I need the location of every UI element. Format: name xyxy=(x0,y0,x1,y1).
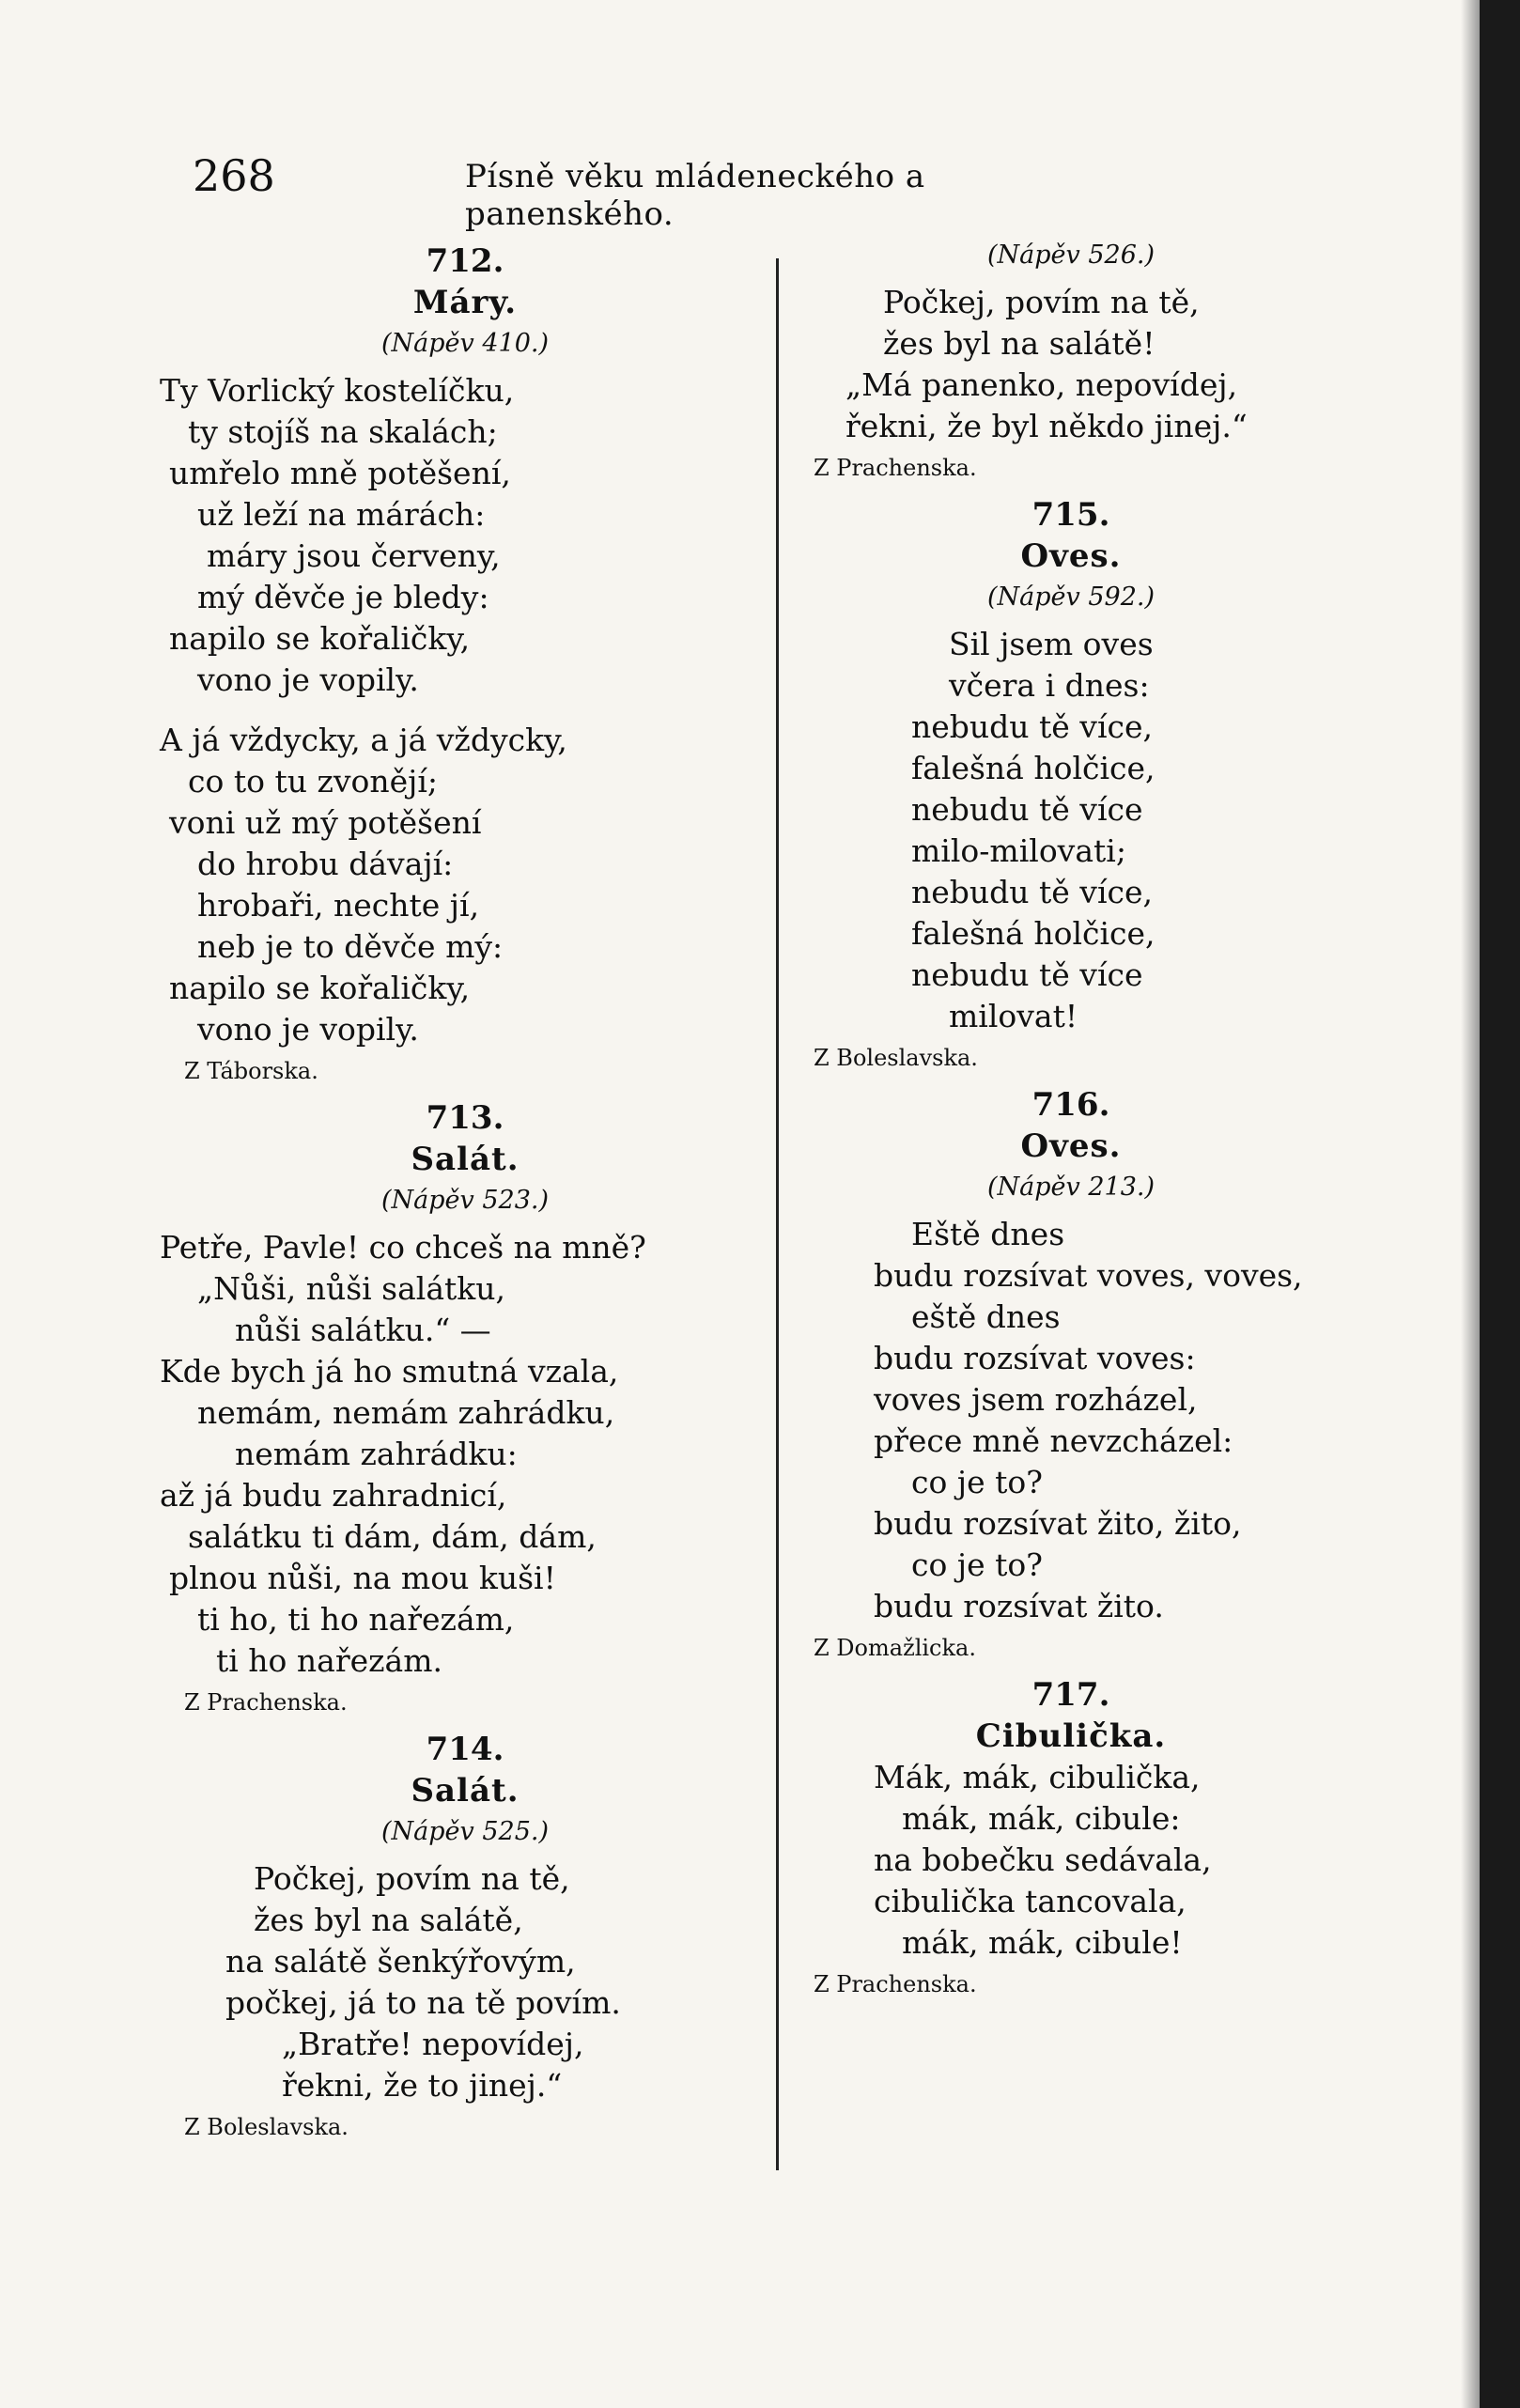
verse-line: na bobečku sedávala, xyxy=(874,1841,1212,1878)
verse-line: falešná holčice, xyxy=(911,750,1156,786)
verse-line: falešná holčice, xyxy=(911,915,1156,952)
verse-line: budu rozsívat žito, žito, xyxy=(874,1505,1242,1542)
song-title: Salát. xyxy=(411,1772,520,1810)
song-number: 716. xyxy=(1031,1086,1110,1124)
stanza xyxy=(789,624,1353,1037)
stanza xyxy=(789,282,1353,447)
melody-reference: (Nápěv 410.) xyxy=(380,329,549,358)
stanza xyxy=(160,1227,770,1682)
verse-line: řekni, že to jinej.“ xyxy=(282,2067,563,2104)
verse-line: plnou nůši, na mou kuši! xyxy=(169,1560,556,1596)
verse-line: Kde bych já ho smutná vzala, xyxy=(160,1353,619,1390)
verse-line: budu rozsívat voves, voves, xyxy=(874,1257,1303,1294)
verse-line: nemám zahrádku: xyxy=(235,1436,518,1472)
song-number: 717. xyxy=(1031,1676,1110,1714)
verse-line: do hrobu dávají: xyxy=(197,846,454,882)
song-origin: Z Domažlicka. xyxy=(814,1635,976,1661)
verse-line: žes byl na salátě! xyxy=(883,325,1156,362)
verse-line: milovat! xyxy=(949,998,1078,1034)
verse-line: vono je vopily. xyxy=(197,1011,419,1048)
song-origin: Z Boleslavska. xyxy=(184,2114,349,2140)
verse-line: nůši salátku.“ — xyxy=(235,1312,491,1348)
song-origin: Z Táborska. xyxy=(184,1058,318,1084)
verse-line: máry jsou červeny, xyxy=(207,537,501,574)
verse-line: „Bratře! nepovídej, xyxy=(282,2026,584,2062)
verse-line: umřelo mně potěšení, xyxy=(169,455,511,491)
verse-line: přece mně nevzcházel: xyxy=(874,1422,1233,1459)
verse-line: vono je vopily. xyxy=(197,661,419,698)
right-column xyxy=(789,235,1353,2005)
melody-reference: (Nápěv 525.) xyxy=(380,1817,549,1846)
verse-line: na salátě šenkýřovým, xyxy=(225,1943,576,1980)
song-title: Cibulička. xyxy=(975,1717,1167,1755)
page-edge xyxy=(1480,0,1520,2408)
verse-line: ty stojíš na skalách; xyxy=(188,413,498,450)
verse-line: nebudu tě více xyxy=(911,791,1143,828)
verse-line: Ty Vorlický kostelíčku, xyxy=(160,372,515,409)
verse-line: včera i dnes: xyxy=(949,667,1150,704)
verse-line: nebudu tě více, xyxy=(911,874,1154,910)
column-divider xyxy=(776,258,779,2170)
verse-line: hrobaři, nechte jí, xyxy=(197,887,480,924)
verse-line: žes byl na salátě, xyxy=(254,1902,523,1938)
verse-line: mák, mák, cibule! xyxy=(902,1924,1183,1961)
verse-line: „Nůši, nůši salátku, xyxy=(197,1270,506,1307)
verse-line: nemám, nemám zahrádku, xyxy=(197,1394,615,1431)
verse-line: napilo se kořaličky, xyxy=(169,620,471,657)
melody-reference: (Nápěv 523.) xyxy=(380,1186,549,1215)
verse-line: nebudu tě více, xyxy=(911,708,1154,745)
stanza xyxy=(160,1858,770,2106)
song-origin: Z Prachenska. xyxy=(814,1971,977,1997)
verse-line: budu rozsívat žito. xyxy=(874,1588,1164,1624)
page-number: 268 xyxy=(193,150,275,201)
verse-line: „Má panenko, nepovídej, xyxy=(845,366,1238,403)
melody-reference: (Nápěv 592.) xyxy=(986,583,1155,612)
song-title: Oves. xyxy=(1020,537,1122,575)
verse-line: počkej, já to na tě povím. xyxy=(225,1984,621,2021)
page-edge-shadow xyxy=(1461,0,1480,2408)
song-title: Oves. xyxy=(1020,1127,1122,1165)
verse-line: až já budu zahradnicí, xyxy=(160,1477,507,1514)
verse-line: Mák, mák, cibulička, xyxy=(874,1759,1201,1795)
verse-line: mák, mák, cibule: xyxy=(902,1800,1181,1837)
verse-line: A já vždycky, a já vždycky, xyxy=(160,722,567,758)
verse-line: budu rozsívat voves: xyxy=(874,1340,1196,1376)
verse-line: Petře, Pavle! co chceš na mně? xyxy=(160,1229,646,1266)
verse-line: Počkej, povím na tě, xyxy=(883,284,1200,320)
verse-line: co to tu zvonějí; xyxy=(188,763,439,800)
stanza xyxy=(789,1214,1353,1627)
song-number: 715. xyxy=(1031,496,1110,534)
verse-line: cibulička tancovala, xyxy=(874,1883,1187,1919)
stanza xyxy=(160,370,770,701)
verse-line: co je to? xyxy=(911,1546,1043,1583)
verse-line: mý děvče je bledy: xyxy=(197,579,489,615)
stanza-gap xyxy=(160,701,770,720)
verse-line: voni už mý potěšení xyxy=(169,804,482,841)
running-title: Písně věku mládeneckého a panenského. xyxy=(465,158,925,233)
verse-line: Eště dnes xyxy=(911,1216,1065,1252)
stanza xyxy=(160,720,770,1050)
verse-line: už leží na márách: xyxy=(197,496,486,533)
verse-line: Sil jsem oves xyxy=(949,626,1154,662)
verse-line: milo-milovati; xyxy=(911,832,1126,869)
melody-reference: (Nápěv 213.) xyxy=(986,1173,1155,1202)
left-column xyxy=(160,235,770,2148)
verse-line: napilo se kořaličky, xyxy=(169,970,471,1006)
melody-reference: (Nápěv 526.) xyxy=(986,241,1155,270)
stanza xyxy=(789,1757,1353,1964)
song-title: Salát. xyxy=(411,1141,520,1178)
verse-line: řekni, že byl někdo jinej.“ xyxy=(845,408,1248,444)
verse-line: salátku ti dám, dám, dám, xyxy=(188,1518,597,1555)
song-number: 714. xyxy=(426,1731,504,1768)
song-number: 713. xyxy=(426,1099,504,1137)
verse-line: ti ho, ti ho nařezám, xyxy=(197,1601,515,1638)
page-header xyxy=(193,150,1123,233)
verse-line: co je to? xyxy=(911,1464,1043,1500)
song-number: 712. xyxy=(426,242,504,280)
song-title: Máry. xyxy=(412,284,518,321)
verse-line: nebudu tě více xyxy=(911,956,1143,993)
song-origin: Z Prachenska. xyxy=(184,1689,348,1716)
verse-line: voves jsem rozházel, xyxy=(874,1381,1198,1418)
verse-line: eště dnes xyxy=(911,1298,1061,1335)
song-origin: Z Boleslavska. xyxy=(814,1045,978,1071)
verse-line: Počkej, povím na tě, xyxy=(254,1860,570,1897)
verse-line: neb je to děvče mý: xyxy=(197,928,504,965)
song-origin: Z Prachenska. xyxy=(814,455,977,481)
verse-line: ti ho nařezám. xyxy=(216,1642,442,1679)
